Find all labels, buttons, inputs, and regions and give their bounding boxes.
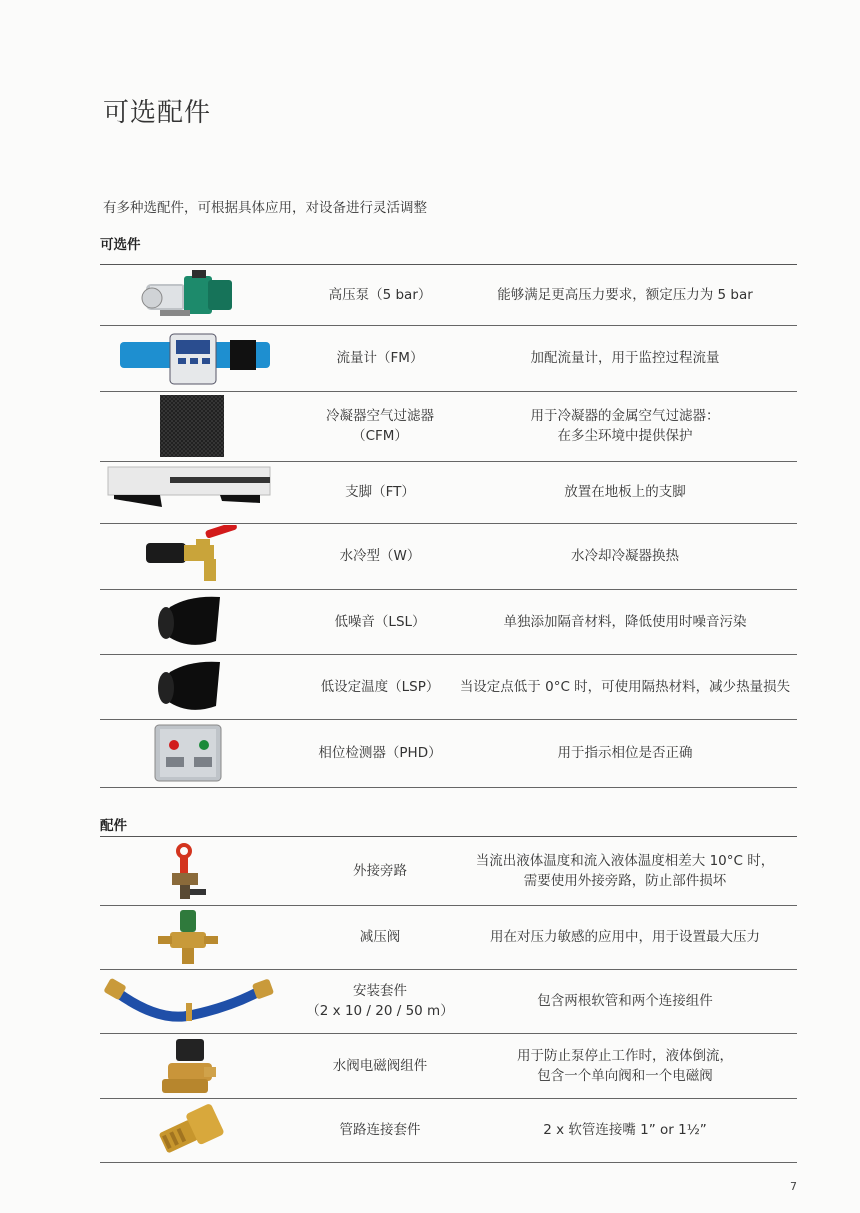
intro-text: 有多种选配件，可根据具体应用，对设备进行灵活调整 <box>103 200 427 216</box>
item-name-line: 管路连接套件 <box>339 1122 421 1138</box>
item-description <box>450 837 800 905</box>
item-name-line: 水阀电磁阀组件 <box>332 1057 428 1074</box>
item-description <box>450 905 800 969</box>
item-name-line: 减压阀 <box>359 929 401 945</box>
item-name-line: 低设定温度（LSP） <box>320 678 440 695</box>
item-description-line: 2 x 软管连接嘴 1” or 1½” <box>543 1122 707 1138</box>
item-description-line: 包含一个单向阀和一个电磁阀 <box>537 1067 713 1084</box>
item-description-line: 水冷却冷凝器换热 <box>571 548 679 564</box>
item-description <box>450 1033 800 1098</box>
item-name-line: 冷凝器空气过滤器 <box>326 408 434 424</box>
section-heading-accessories: 配件 <box>100 818 127 834</box>
pipe-connector-icon <box>100 1098 285 1162</box>
item-name <box>285 325 475 391</box>
air-filter-icon <box>100 391 285 461</box>
water-valve-icon <box>100 523 285 589</box>
item-description <box>450 391 800 461</box>
item-description <box>450 523 800 589</box>
item-description <box>450 1098 800 1162</box>
item-description-line: 单独添加隔音材料，降低使用时噪音污染 <box>503 613 747 630</box>
item-name <box>285 837 475 905</box>
table-row <box>100 523 797 590</box>
item-name-line: 安装套件 <box>353 983 407 999</box>
item-name <box>285 391 475 461</box>
table-row <box>100 391 797 462</box>
table-row <box>100 969 797 1034</box>
item-name <box>285 461 475 523</box>
item-description <box>450 654 800 719</box>
phase-detector-icon <box>100 719 285 787</box>
item-name-line: 低噪音（LSL） <box>334 613 426 630</box>
hose-kit-icon <box>100 969 285 1033</box>
item-description <box>450 325 800 391</box>
solenoid-valve-icon <box>100 1033 285 1098</box>
item-name-line: 流量计（FM） <box>336 350 424 366</box>
item-name-line: 相位检测器（PHD） <box>318 745 442 761</box>
insulation-icon <box>100 589 285 654</box>
item-name <box>285 1098 475 1162</box>
item-name <box>285 905 475 969</box>
item-name-line: 外接旁路 <box>353 863 407 879</box>
item-description-line: 用于指示相位是否正确 <box>557 745 693 761</box>
item-description-line: 用于冷凝器的金属空气过滤器： <box>530 408 720 424</box>
feet-icon <box>100 461 285 523</box>
table-row <box>100 589 797 655</box>
item-description <box>450 461 800 523</box>
item-description-line: 在多尘环境中提供保护 <box>557 428 693 444</box>
pressure-reducer-icon <box>100 905 285 969</box>
table-row <box>100 837 797 906</box>
item-description <box>450 265 800 325</box>
item-name-line: （CFM） <box>352 428 408 444</box>
table-row <box>100 461 797 524</box>
table-row <box>100 265 797 326</box>
table-row <box>100 325 797 392</box>
item-description-line: 加配流量计，用于监控过程流量 <box>530 350 720 366</box>
bypass-valve-icon <box>100 837 285 905</box>
item-name-line: 支脚（FT） <box>345 484 415 500</box>
insulation-icon <box>100 654 285 719</box>
page-number: 7 <box>790 1180 797 1193</box>
item-name-line: 水冷型（W） <box>339 548 421 564</box>
item-description-line: 用于防止泵停止工作时，液体倒流， <box>517 1047 733 1064</box>
item-description <box>450 719 800 787</box>
table-row <box>100 1098 797 1163</box>
section-heading-options: 可选件 <box>100 237 141 253</box>
flow-meter-icon <box>100 325 285 391</box>
pump-icon <box>100 265 285 325</box>
item-name-line: 高压泵（5 bar） <box>328 287 432 303</box>
table-row <box>100 1033 797 1099</box>
item-name-line: （2 x 10 / 20 / 50 m） <box>306 1003 454 1019</box>
page-title: 可选配件 <box>103 98 212 128</box>
table-row <box>100 654 797 720</box>
item-description-line: 需要使用外接旁路，防止部件损坏 <box>523 873 727 889</box>
item-description-line: 当流出液体温度和流入液体温度相差大 10°C 时， <box>475 853 775 869</box>
item-name <box>285 523 475 589</box>
table-row <box>100 719 797 788</box>
item-name <box>285 1033 475 1098</box>
item-name <box>285 654 475 719</box>
item-description-line: 放置在地板上的支脚 <box>564 484 686 500</box>
item-name <box>285 589 475 654</box>
item-name <box>285 265 475 325</box>
item-description <box>450 969 800 1033</box>
item-description <box>450 589 800 654</box>
item-name <box>285 719 475 787</box>
item-description-line: 包含两根软管和两个连接组件 <box>537 993 713 1009</box>
item-description-line: 用在对压力敏感的应用中，用于设置最大压力 <box>490 929 760 945</box>
table-row <box>100 905 797 970</box>
item-description-line: 当设定点低于 0°C 时，可使用隔热材料，减少热量损失 <box>459 678 791 695</box>
item-name <box>285 969 475 1033</box>
item-description-line: 能够满足更高压力要求，额定压力为 5 bar <box>497 287 753 303</box>
